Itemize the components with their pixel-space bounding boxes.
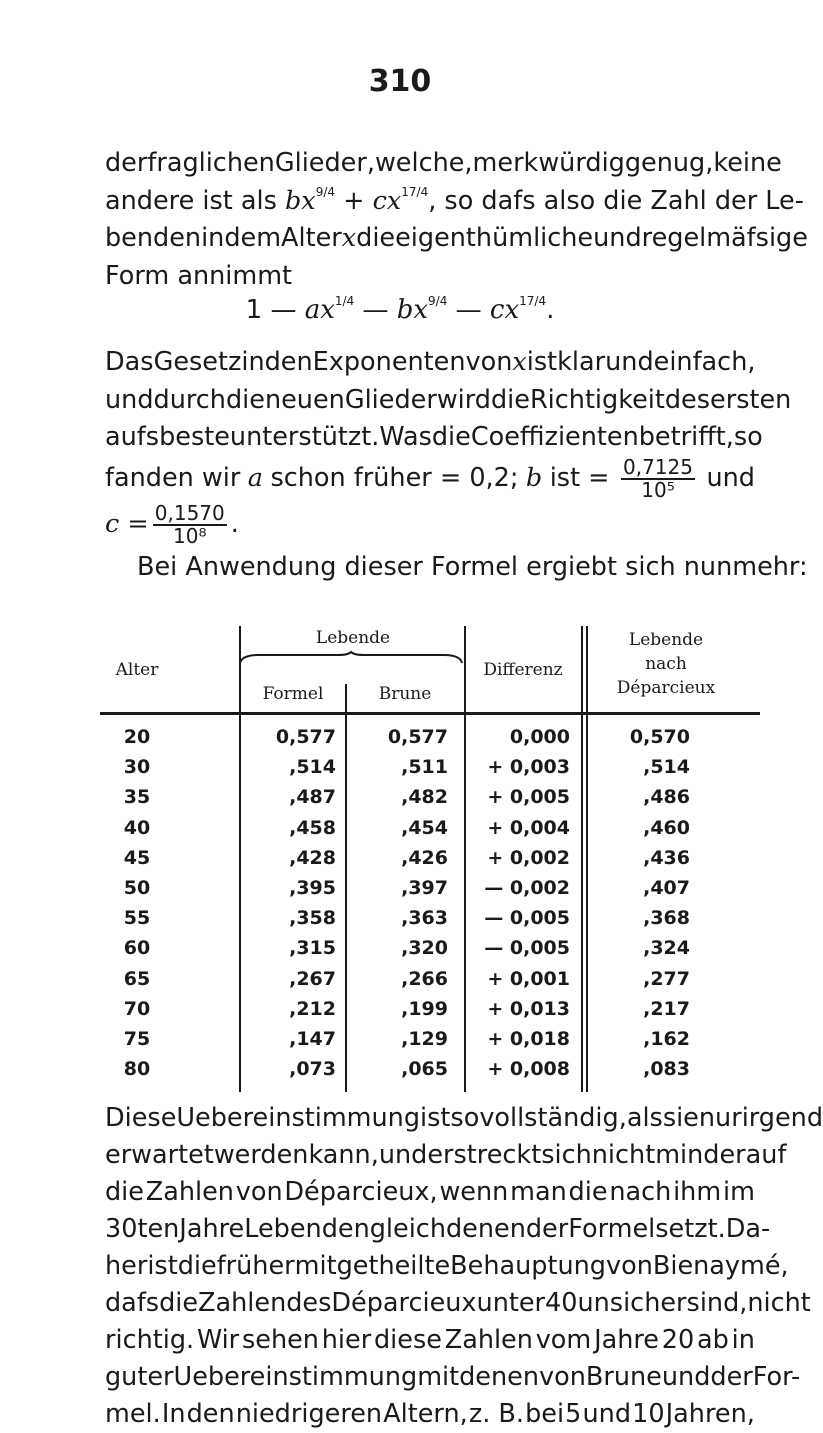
- table-cell-deparcieux: 0,570: [629, 726, 690, 748]
- word: Jahren,: [665, 1399, 755, 1429]
- header-deparcieux: [586, 628, 746, 700]
- table-cell-formel: ,395: [289, 877, 336, 899]
- table-cell-brune: ,199: [401, 997, 448, 1020]
- word: regelmäfsige: [641, 223, 808, 253]
- para1-line-1: [105, 145, 782, 183]
- word: x: [341, 223, 357, 253]
- table-cell-brune: ,397: [401, 877, 448, 899]
- table-cell-brune: ,426: [401, 846, 448, 869]
- word: sehen: [241, 1325, 319, 1355]
- formula-term-1: ax: [304, 295, 335, 325]
- col-rule-3: [464, 626, 466, 1092]
- word: ist: [420, 1103, 451, 1133]
- para3-line-4: [105, 1211, 771, 1248]
- word: dafs: [105, 1288, 160, 1318]
- word: unterstützt.: [229, 422, 380, 452]
- table-cell-brune: ,482: [401, 786, 448, 809]
- fraction-c: [153, 500, 227, 548]
- word: Formel: [568, 1214, 656, 1244]
- word: denen: [445, 1214, 526, 1244]
- word: erstreckt: [427, 1140, 542, 1170]
- para3-line-3: [105, 1174, 755, 1211]
- term-bx: bx: [284, 185, 316, 216]
- table-cell-brune: ,511: [401, 756, 448, 779]
- para2-line-1: [105, 344, 755, 382]
- word: Jahre: [179, 1214, 245, 1244]
- word: Brune: [585, 1362, 662, 1392]
- table-cell-alter: 70: [123, 997, 151, 1020]
- table-cell-alter: 40: [123, 816, 151, 839]
- table-cell-alter: 20: [123, 726, 151, 748]
- page-number: 310: [368, 64, 432, 99]
- table-cell-deparcieux: ,486: [643, 786, 690, 809]
- word: werden: [213, 1140, 309, 1170]
- word: keine: [713, 148, 782, 178]
- word: einfach,: [653, 347, 756, 377]
- word: mel.: [105, 1399, 161, 1429]
- word: wird: [436, 384, 491, 415]
- table-cell-alter: 50: [123, 877, 151, 899]
- word: Glieder: [344, 384, 437, 415]
- plus-sign: +: [343, 185, 365, 216]
- table-cell-brune: ,065: [401, 1058, 448, 1081]
- word: die: [159, 1288, 199, 1318]
- word: sind,: [686, 1288, 748, 1318]
- table-cell-brune: ,363: [401, 907, 448, 930]
- fraction-c-numerator: 0,1570: [154, 500, 225, 525]
- word: fraglichen: [147, 148, 275, 178]
- word: Exponenten: [312, 347, 466, 377]
- word: kann,: [308, 1140, 379, 1170]
- word: den: [264, 347, 313, 377]
- table-cell-deparcieux: ,217: [643, 997, 690, 1020]
- word: For-: [752, 1362, 801, 1392]
- para3-line-9: [105, 1396, 755, 1433]
- table-cell-alter: 55: [123, 907, 151, 930]
- exponent-9-4: 9/4: [315, 184, 335, 199]
- col-rule-2: [345, 684, 347, 1092]
- survival-formula: [0, 295, 800, 325]
- word: benden: [105, 223, 202, 253]
- word: unsicher: [577, 1288, 687, 1318]
- word: und: [582, 1399, 632, 1429]
- word: der: [710, 1362, 753, 1392]
- word: niedrigeren: [235, 1399, 383, 1429]
- formula-exp-1: 1/4: [334, 294, 355, 308]
- header-deparcieux-3: Déparcieux: [616, 678, 716, 698]
- para2-line-4-c: schon früher = 0,2;: [270, 462, 519, 493]
- word: minder: [655, 1140, 746, 1170]
- word: Altern,: [383, 1399, 468, 1429]
- word: ist: [526, 347, 558, 377]
- table-cell-formel: ,315: [289, 937, 336, 960]
- table-cell-brune: ,320: [401, 937, 448, 960]
- word: von: [539, 1362, 586, 1392]
- word: Lebenden: [244, 1214, 370, 1244]
- word: wenn: [439, 1177, 509, 1207]
- header-differenz: Differenz: [483, 660, 563, 680]
- word: nicht: [747, 1288, 811, 1318]
- table-cell-formel: ,358: [289, 907, 336, 930]
- word: erwartet: [105, 1140, 214, 1170]
- word: früher: [216, 1251, 295, 1281]
- para1-line-3: [105, 220, 808, 258]
- word: 5: [565, 1399, 582, 1429]
- word: aufs: [105, 422, 160, 452]
- word: nach: [609, 1177, 672, 1207]
- para2-line-6: Bei Anwendung dieser Formel ergiebt sich nunmehr:: [137, 551, 808, 582]
- table-cell-alter: 80: [123, 1058, 151, 1081]
- para3-line-7: [105, 1322, 755, 1359]
- header-deparcieux-1: Lebende: [628, 630, 704, 650]
- table-cell-differenz: + 0,008: [487, 1058, 570, 1081]
- para1-line-2: [105, 183, 804, 221]
- header-brune: Brune: [378, 684, 432, 704]
- table-cell-differenz: + 0,018: [487, 1028, 570, 1050]
- table-cell-brune: ,454: [401, 816, 448, 839]
- header-alter: Alter: [115, 660, 159, 680]
- word: welche,: [374, 148, 473, 178]
- para3-line-5: [105, 1248, 789, 1285]
- table-cell-alter: 45: [123, 846, 151, 869]
- word: Zahlen: [198, 1288, 287, 1318]
- word: Uebereinstimmung: [173, 1362, 418, 1392]
- word: der: [525, 1214, 569, 1244]
- table-cell-differenz: + 0,003: [487, 756, 570, 779]
- word: denen: [459, 1362, 540, 1392]
- word: im: [722, 1177, 755, 1207]
- para3-line-2: [105, 1137, 787, 1174]
- formula-end: .: [546, 295, 555, 325]
- formula-exp-2: 9/4: [428, 294, 448, 308]
- word: Bienaymé,: [652, 1251, 789, 1281]
- word: Uebereinstimmung: [176, 1103, 421, 1133]
- header-formel: Formel: [262, 684, 324, 704]
- word: Das: [105, 347, 154, 377]
- word: Richtigkeit: [529, 384, 665, 415]
- word: der: [105, 148, 148, 178]
- table-cell-brune: ,129: [401, 1028, 448, 1050]
- table-cell-alter: 75: [123, 1028, 151, 1050]
- word: Glieder,: [274, 148, 375, 178]
- word: 20: [661, 1325, 695, 1355]
- word: man: [510, 1177, 567, 1207]
- word: sich: [541, 1140, 592, 1170]
- word: Was: [379, 422, 432, 452]
- word: Wir: [196, 1325, 240, 1355]
- table-cell-formel: ,073: [289, 1058, 336, 1081]
- word: durch: [153, 384, 226, 415]
- table-cell-brune: ,266: [401, 967, 448, 990]
- para2-line-5-end: .: [230, 508, 239, 539]
- word: Diese: [105, 1103, 177, 1133]
- table-cell-formel: ,212: [289, 997, 336, 1020]
- word: die: [356, 223, 396, 253]
- header-deparcieux-2: nach: [645, 654, 687, 674]
- table-cell-differenz: + 0,001: [487, 967, 570, 990]
- word: in: [201, 223, 225, 253]
- word: hier: [321, 1325, 372, 1355]
- word: den: [186, 1399, 235, 1429]
- word: die: [568, 1177, 608, 1207]
- word: ihm: [673, 1177, 722, 1207]
- para2-line-5: [105, 501, 755, 549]
- word: Jahre: [594, 1325, 659, 1355]
- word: vom: [535, 1325, 592, 1355]
- word: beste: [159, 422, 230, 452]
- col-rule-4b: [586, 626, 588, 1092]
- word: des: [664, 384, 711, 415]
- table-cell-differenz: + 0,002: [487, 846, 570, 869]
- table-cell-differenz: — 0,005: [484, 937, 570, 960]
- exponent-17-4: 17/4: [401, 184, 429, 199]
- word: Déparcieux,: [284, 1177, 438, 1207]
- header-brace: [238, 652, 464, 664]
- para2-line-4-e: ist =: [549, 462, 610, 493]
- para2-line-4: [105, 454, 755, 502]
- word: Zahlen: [145, 1177, 234, 1207]
- word: die: [490, 384, 530, 415]
- word: ist: [147, 1251, 178, 1281]
- word: Coeffizienten: [470, 422, 639, 452]
- paragraph-2: [105, 344, 808, 586]
- para2-line-4-f: und: [706, 462, 755, 493]
- word: des: [286, 1288, 332, 1318]
- word: sie: [662, 1103, 699, 1133]
- table-cell-formel: ,514: [289, 756, 336, 779]
- word: Gesetz: [153, 347, 242, 377]
- table-cell-formel: ,428: [289, 846, 336, 869]
- word: von: [465, 347, 513, 377]
- fraction-b: [621, 454, 695, 502]
- table-cell-deparcieux: ,436: [643, 846, 690, 869]
- formula-lead: 1 —: [245, 295, 305, 325]
- word: Da-: [725, 1214, 771, 1244]
- formula-exp-3: 17/4: [519, 294, 547, 308]
- word: diese: [373, 1325, 442, 1355]
- word: von: [606, 1251, 653, 1281]
- table-cell-formel: 0,577: [275, 726, 336, 748]
- word: so: [450, 1103, 480, 1133]
- table-cell-brune: 0,577: [387, 726, 448, 748]
- fraction-b-numerator: 0,7125: [623, 454, 693, 479]
- word: und: [105, 384, 154, 415]
- paragraph-3: [105, 1100, 823, 1433]
- word: dem: [224, 223, 282, 253]
- word: guter: [105, 1362, 174, 1392]
- table-cell-deparcieux: ,407: [643, 877, 690, 899]
- word: Behauptung: [450, 1251, 606, 1281]
- word: und: [378, 1140, 428, 1170]
- life-table: [100, 626, 760, 1092]
- word: 30ten: [105, 1214, 180, 1244]
- table-cell-differenz: + 0,005: [487, 786, 570, 809]
- word: ab: [697, 1325, 729, 1355]
- word: richtig.: [105, 1325, 195, 1355]
- word: merkwürdig: [472, 148, 625, 178]
- word: betrifft,: [638, 422, 734, 452]
- table-cell-alter: 60: [123, 937, 151, 960]
- table-cell-formel: ,487: [289, 786, 336, 809]
- word: in: [731, 1325, 755, 1355]
- table-cell-deparcieux: ,162: [643, 1028, 690, 1050]
- word: ersten: [710, 384, 792, 415]
- word: nur: [698, 1103, 742, 1133]
- word: eigenthümliche: [395, 223, 594, 253]
- word: unter: [476, 1288, 546, 1318]
- word: und: [593, 223, 642, 253]
- table-cell-differenz: + 0,013: [487, 997, 570, 1020]
- para3-line-6: [105, 1285, 811, 1322]
- fraction-c-denominator: 10⁸: [173, 523, 207, 548]
- coef-a: a: [247, 462, 263, 493]
- table-cell-deparcieux: ,460: [643, 816, 690, 839]
- table-cell-alter: 30: [123, 756, 151, 779]
- word: als: [626, 1103, 663, 1133]
- table-cell-deparcieux: ,514: [643, 756, 690, 779]
- word: irgend: [741, 1103, 823, 1133]
- word: z. B.: [468, 1399, 525, 1429]
- word: 10: [632, 1399, 665, 1429]
- para2-line-4-a: fanden wir: [105, 462, 241, 493]
- word: in: [241, 347, 265, 377]
- word: und: [661, 1362, 711, 1392]
- para1-line-4: Form annimmt: [105, 260, 293, 291]
- table-cell-deparcieux: ,324: [643, 937, 690, 960]
- word: klar: [557, 347, 606, 377]
- para1-line-2-a: andere ist als: [105, 185, 277, 216]
- word: Alter: [281, 223, 342, 253]
- table-cell-differenz: — 0,002: [484, 877, 570, 899]
- word: die: [225, 384, 265, 415]
- paragraph-1: [105, 145, 808, 295]
- word: her: [105, 1251, 148, 1281]
- col-rule-4a: [581, 626, 583, 1092]
- table-cell-deparcieux: ,083: [643, 1058, 690, 1081]
- word: bei: [525, 1399, 565, 1429]
- para2-line-3: [105, 419, 763, 457]
- word: 40: [545, 1288, 578, 1318]
- word: mitgetheilte: [294, 1251, 451, 1281]
- word: genug,: [624, 148, 714, 178]
- fraction-b-denominator: 10⁵: [641, 477, 675, 502]
- table-cell-differenz: 0,000: [509, 726, 570, 748]
- word: Zahlen: [444, 1325, 533, 1355]
- word: mit: [417, 1362, 460, 1392]
- table-cell-differenz: + 0,004: [487, 816, 570, 839]
- coef-b: b: [525, 462, 543, 493]
- col-rule-1: [239, 626, 241, 1092]
- table-cell-differenz: — 0,005: [484, 907, 570, 930]
- para2-line-2: [105, 382, 792, 420]
- para3-line-1: [105, 1100, 823, 1137]
- table-cell-formel: ,147: [289, 1028, 336, 1050]
- word: die: [105, 1177, 144, 1207]
- header-rule: [100, 712, 760, 715]
- table-cell-deparcieux: ,277: [643, 967, 690, 990]
- word: von: [235, 1177, 283, 1207]
- para1-line-2-e: , so dafs also die Zahl der Le-: [428, 185, 804, 216]
- word: In: [161, 1399, 186, 1429]
- word: auf: [745, 1140, 787, 1170]
- word: setzt.: [655, 1214, 726, 1244]
- word: nicht: [591, 1140, 656, 1170]
- coef-c: c =: [105, 508, 149, 539]
- table-cell-alter: 35: [123, 786, 151, 809]
- para3-line-8: [105, 1359, 801, 1396]
- formula-term-3: — cx: [447, 295, 520, 325]
- word: gleich: [369, 1214, 446, 1244]
- header-lebende: Lebende: [315, 628, 391, 648]
- word: vollständig,: [479, 1103, 627, 1133]
- word: die: [431, 422, 471, 452]
- word: x: [512, 347, 527, 377]
- word: Déparcieux: [331, 1288, 477, 1318]
- table-cell-deparcieux: ,368: [643, 907, 690, 930]
- table-cell-formel: ,458: [289, 816, 336, 839]
- word: die: [177, 1251, 217, 1281]
- table-cell-alter: 65: [123, 967, 151, 990]
- table-cell-formel: ,267: [289, 967, 336, 990]
- word: so: [733, 422, 763, 452]
- formula-term-2: — bx: [354, 295, 429, 325]
- word: und: [605, 347, 654, 377]
- term-cx: cx: [372, 185, 402, 216]
- word: neuen: [264, 384, 345, 415]
